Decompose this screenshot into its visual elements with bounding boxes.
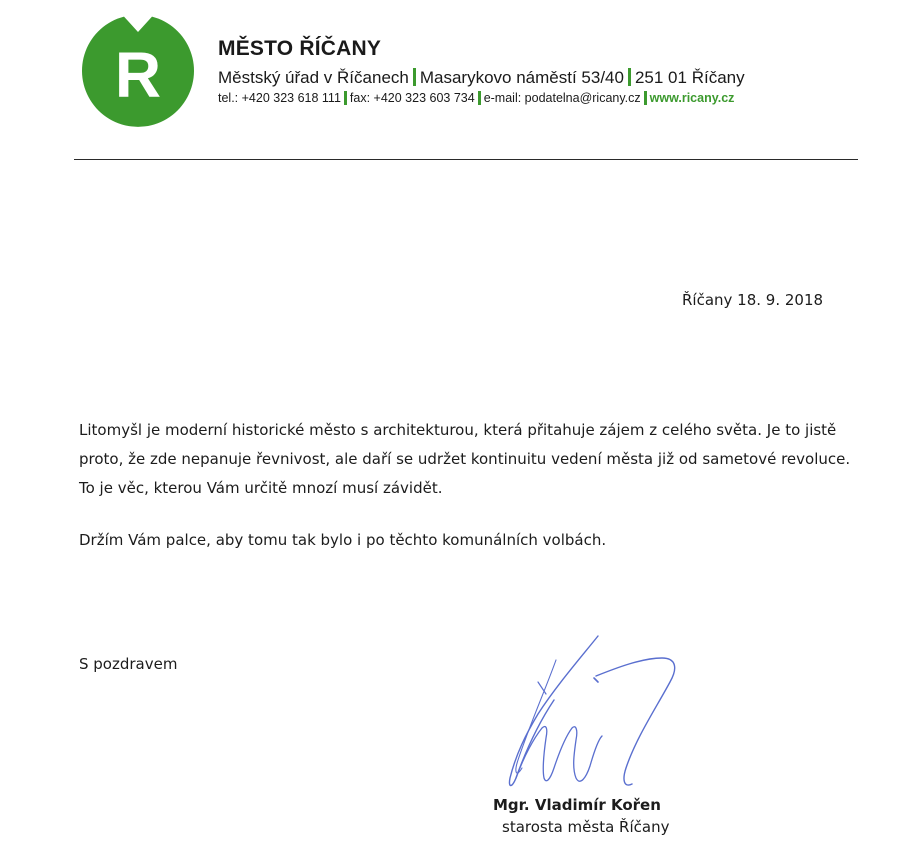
paragraph-line: Litomyšl je moderní historické město s architekturou, která přitahuje zájem z celého světa. Je to jistě bbox=[79, 421, 837, 439]
separator bbox=[644, 91, 647, 105]
city-address: 251 01 Říčany bbox=[634, 68, 745, 87]
email-address: e-mail: podatelna@ricany.cz bbox=[483, 91, 641, 105]
city-logo bbox=[80, 14, 196, 130]
office-name: Městský úřad v Říčanech bbox=[218, 68, 409, 87]
header-divider bbox=[74, 159, 858, 160]
paragraph-2: Držím Vám palce, aby tomu tak bylo i po těchto komunálních volbách. bbox=[79, 531, 607, 549]
separator bbox=[628, 68, 631, 86]
paragraph-line: To je věc, kterou Vám určitě mnozí musí závidět. bbox=[79, 479, 443, 497]
letterhead bbox=[218, 36, 898, 107]
org-name: MĚSTO ŘÍČANY bbox=[218, 37, 382, 60]
signer-name: Mgr. Vladimír Kořen bbox=[493, 796, 661, 814]
website-link[interactable]: www.ricany.cz bbox=[649, 91, 735, 105]
signer-title: starosta města Říčany bbox=[502, 818, 670, 836]
handwritten-signature bbox=[486, 628, 706, 798]
address-line bbox=[218, 67, 898, 89]
street-address: Masarykovo náměstí 53/40 bbox=[419, 68, 624, 87]
paragraph-line: proto, že zde nepanuje řevnivost, ale daří se udržet kontinuitu vedení města již od sametové revoluce. bbox=[79, 450, 851, 468]
logo-letter: R bbox=[114, 39, 162, 111]
closing-greeting: S pozdravem bbox=[79, 655, 178, 673]
letter-body bbox=[79, 416, 879, 549]
phone-number: tel.: +420 323 618 111 bbox=[218, 91, 341, 105]
separator bbox=[413, 68, 416, 86]
separator bbox=[344, 91, 347, 105]
separator bbox=[478, 91, 481, 105]
contact-line bbox=[218, 90, 898, 107]
letter-date: Říčany 18. 9. 2018 bbox=[682, 291, 824, 309]
paragraph-1 bbox=[79, 416, 879, 503]
fax-number: fax: +420 323 603 734 bbox=[349, 91, 475, 105]
